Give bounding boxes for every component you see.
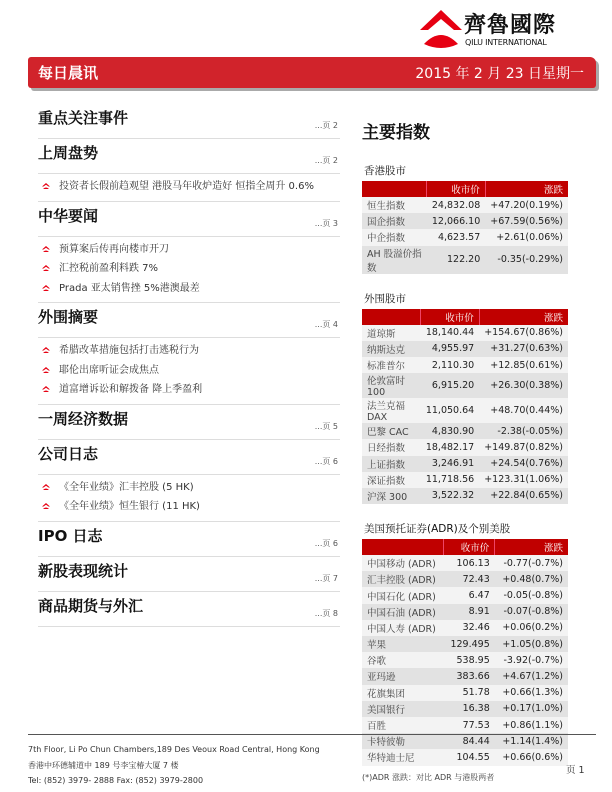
section-page-ref: ...页 8 — [314, 608, 338, 618]
bullet-icon — [42, 183, 50, 190]
main-indices — [362, 118, 568, 783]
table-title: 外围股市 — [364, 292, 406, 305]
table-cell: 国企指数 — [362, 213, 427, 229]
table-title: 香港股市 — [364, 165, 406, 177]
table-row — [362, 246, 568, 274]
report-title: 每日晨讯 — [38, 64, 99, 82]
table-cell: 6.47 — [444, 587, 495, 603]
table-row — [362, 325, 568, 341]
table-cell: 383.66 — [444, 668, 495, 684]
table-cell: 104.55 — [444, 749, 495, 765]
list-item[interactable] — [38, 240, 340, 260]
table-cell: +0.66(0.6%) — [495, 749, 568, 765]
table-cell: 道琼斯 — [362, 325, 421, 341]
table-row — [362, 456, 568, 472]
toc-section[interactable] — [38, 522, 340, 557]
toc-section[interactable] — [38, 139, 340, 202]
table-cell: 中国移动 (ADR) — [362, 555, 444, 571]
table-cell: 沪深 300 — [362, 488, 421, 504]
table-row — [362, 357, 568, 373]
table-cell: +0.86(1.1%) — [495, 717, 568, 733]
table-row — [362, 398, 568, 423]
table-cell: 18,482.17 — [421, 439, 479, 455]
table-row — [362, 571, 568, 587]
column-header — [362, 309, 421, 325]
section-page-ref: ...页 3 — [314, 218, 338, 228]
table-cell: 3,246.91 — [421, 456, 479, 472]
table-cell: 法兰克福 DAX — [362, 398, 421, 423]
report-banner — [28, 57, 596, 88]
section-title[interactable]: 中华要闻 — [38, 206, 99, 225]
table-row — [362, 488, 568, 504]
table-cell: +0.06(0.2%) — [495, 620, 568, 636]
item-text: 《全年业绩》汇丰控股 (5 HK) — [59, 481, 194, 493]
column-header: 收市价 — [444, 539, 495, 555]
section-title[interactable]: 一周经济数据 — [38, 409, 129, 428]
report-date: 2015 年 2 月 23 日星期一 — [415, 66, 584, 82]
item-text: 《全年业绩》恒生银行 (11 HK) — [59, 501, 200, 512]
toc-section[interactable] — [38, 202, 340, 304]
section-page-ref: ...页 5 — [314, 421, 338, 431]
table-cell: 谷歌 — [362, 652, 444, 668]
table-cell: 亚玛逊 — [362, 668, 444, 684]
table-cell: 中国石化 (ADR) — [362, 587, 444, 603]
section-title[interactable]: IPO 日志 — [38, 526, 103, 545]
table-cell: 标准普尔 — [362, 357, 421, 373]
table-row — [362, 555, 568, 571]
bullet-icon — [42, 386, 50, 393]
toc-section[interactable] — [38, 592, 340, 627]
item-text: 希腊改革措施包括打击逃税行为 — [59, 345, 199, 356]
section-items — [38, 337, 340, 404]
table-cell: +1.05(0.8%) — [495, 636, 568, 652]
table-cell: +154.67(0.86%) — [479, 325, 568, 341]
table-cell: 18,140.44 — [421, 325, 479, 341]
table-cell: 11,050.64 — [421, 398, 479, 423]
table-cell: 122.20 — [427, 246, 485, 274]
table-row — [362, 213, 568, 229]
section-title[interactable]: 商品期货与外汇 — [38, 596, 144, 615]
table-cell: 日经指数 — [362, 439, 421, 455]
list-item[interactable] — [38, 497, 340, 517]
table-cell: 巴黎 CAC — [362, 423, 421, 439]
column-header: 涨跌 — [495, 539, 568, 555]
table-cell: 深证指数 — [362, 472, 421, 488]
table-cell: 2,110.30 — [421, 357, 479, 373]
table-cell: 4,623.57 — [427, 229, 485, 245]
table-of-contents — [38, 104, 340, 627]
table-cell: 84.44 — [444, 733, 495, 749]
logo-en-text: QILU INTERNATIONAL — [465, 38, 547, 47]
table-row — [362, 749, 568, 765]
table-row — [362, 587, 568, 603]
item-text: 预算案后传再向楼市开刀 — [59, 243, 169, 255]
section-items — [38, 173, 340, 201]
item-text: 耶伦出席听证会成焦点 — [59, 364, 159, 376]
table-cell: +22.84(0.65%) — [479, 488, 568, 504]
item-text: 汇控税前盈利料跌 7% — [59, 263, 159, 274]
table-row — [362, 373, 568, 398]
table-cell: 中国人寿 (ADR) — [362, 620, 444, 636]
section-title[interactable]: 新股表现统计 — [38, 561, 129, 580]
bullet-icon — [42, 285, 50, 292]
toc-section[interactable] — [38, 405, 340, 440]
table-cell: +47.20(0.19%) — [485, 197, 568, 213]
section-title[interactable]: 公司日志 — [38, 444, 99, 463]
page-number: 页 1 — [566, 765, 585, 776]
table-cell: 纳斯达克 — [362, 341, 421, 357]
table-cell: 美国银行 — [362, 701, 444, 717]
table-cell: +1.14(1.4%) — [495, 733, 568, 749]
table-row — [362, 604, 568, 620]
bullet-icon — [42, 367, 50, 374]
footer-line: Tel: (852) 3979- 2888 Fax: (852) 3979-2800 — [28, 776, 204, 785]
table-cell: 华特迪士尼 — [362, 749, 444, 765]
section-title[interactable]: 重点关注事件 — [38, 109, 129, 127]
list-item[interactable] — [38, 478, 340, 498]
section-title[interactable]: 外围摘要 — [38, 308, 99, 326]
section-page-ref: ...页 7 — [314, 573, 338, 583]
table-cell: +0.66(1.3%) — [495, 685, 568, 701]
table-cell: -0.35(-0.29%) — [485, 246, 568, 274]
table-cell: 6,915.20 — [421, 373, 479, 398]
table-cell: +67.59(0.56%) — [485, 213, 568, 229]
table-cell: 百胜 — [362, 717, 444, 733]
toc-section[interactable] — [38, 303, 340, 405]
toc-section[interactable] — [38, 557, 340, 592]
column-header — [362, 181, 427, 197]
item-text: 投资者长假前趋观望 港股马年收炉造好 恒指全周升 0.6% — [59, 181, 314, 192]
column-header: 涨跌 — [479, 309, 568, 325]
bullet-icon — [42, 503, 50, 510]
section-items — [38, 236, 340, 303]
item-text: Prada 亚太销售挫 5%港澳最差 — [59, 282, 200, 294]
bullet-icon — [42, 484, 50, 491]
table-cell: 卡特彼勒 — [362, 733, 444, 749]
table-row — [362, 733, 568, 749]
table-row — [362, 701, 568, 717]
table-cell: AH 股溢价指数 — [362, 246, 427, 274]
section-items — [38, 474, 340, 521]
table-title: 美国预托证券(ADR)及个别美股 — [364, 523, 511, 536]
table-cell: 72.43 — [444, 571, 495, 587]
logo-mark-icon — [418, 8, 464, 50]
table-cell: 汇丰控股 (ADR) — [362, 571, 444, 587]
table-cell: 中国石油 (ADR) — [362, 604, 444, 620]
table-cell: 花旗集团 — [362, 685, 444, 701]
column-header: 涨跌 — [485, 181, 568, 197]
indices-title: 主要指数 — [362, 123, 430, 143]
adr-note: (*)ADR 涨跌：对比 ADR 与港股两者 — [362, 772, 495, 782]
table-cell: 伦敦富时 100 — [362, 373, 421, 398]
table-row — [362, 229, 568, 245]
table-cell: -0.07(-0.8%) — [495, 604, 568, 620]
list-item[interactable] — [38, 279, 340, 299]
bullet-icon — [42, 246, 50, 253]
table-cell: +0.48(0.7%) — [495, 571, 568, 587]
table-cell: 11,718.56 — [421, 472, 479, 488]
table-row — [362, 423, 568, 439]
table-cell: -3.92(-0.7%) — [495, 652, 568, 668]
table-cell: 77.53 — [444, 717, 495, 733]
column-header — [362, 539, 444, 555]
table-cell: 51.78 — [444, 685, 495, 701]
footer-address — [28, 742, 320, 789]
section-page-ref: ...页 2 — [314, 121, 338, 130]
table-cell: 32.46 — [444, 620, 495, 636]
logo-cn-text: 齊魯國際 — [464, 12, 557, 38]
table-cell: 24,832.08 — [427, 197, 485, 213]
table-cell: +4.67(1.2%) — [495, 668, 568, 684]
table-cell: +31.27(0.63%) — [479, 341, 568, 357]
section-page-ref: ...页 4 — [314, 320, 338, 329]
footer-divider — [28, 734, 596, 735]
section-page-ref: ...页 6 — [314, 538, 338, 548]
section-page-ref: ...页 2 — [314, 156, 338, 165]
table-cell: 16.38 — [444, 701, 495, 717]
list-item[interactable] — [38, 177, 340, 197]
toc-section[interactable] — [38, 104, 340, 139]
section-page-ref: ...页 6 — [314, 456, 338, 466]
table-cell: 中企指数 — [362, 229, 427, 245]
table-row — [362, 472, 568, 488]
table-row — [362, 341, 568, 357]
table-cell: 8.91 — [444, 604, 495, 620]
list-item[interactable] — [38, 259, 340, 279]
table-cell: +26.30(0.38%) — [479, 373, 568, 398]
index-table — [362, 309, 568, 505]
bullet-icon — [42, 347, 50, 354]
footer-line: 香港中环德辅道中 189 号李宝椿大厦 7 楼 — [28, 760, 179, 770]
table-cell: 106.13 — [444, 555, 495, 571]
index-table — [362, 181, 568, 274]
table-cell: +48.70(0.44%) — [479, 398, 568, 423]
bullet-icon — [42, 265, 50, 272]
table-cell: 苹果 — [362, 636, 444, 652]
table-cell: -0.05(-0.8%) — [495, 587, 568, 603]
table-row — [362, 439, 568, 455]
table-row — [362, 668, 568, 684]
table-cell: +149.87(0.82%) — [479, 439, 568, 455]
table-cell: 12,066.10 — [427, 213, 485, 229]
footer-line: 7th Floor, Li Po Chun Chambers,189 Des Veoux Road Central, Hong Kong — [28, 745, 320, 754]
list-item[interactable] — [38, 361, 340, 381]
table-cell: +12.85(0.61%) — [479, 357, 568, 373]
section-title[interactable]: 上周盘势 — [38, 144, 99, 162]
table-row — [362, 717, 568, 733]
table-cell: 4,830.90 — [421, 423, 479, 439]
list-item[interactable] — [38, 380, 340, 400]
table-cell: 538.95 — [444, 652, 495, 668]
company-logo — [418, 6, 568, 52]
table-row — [362, 636, 568, 652]
column-header: 收市价 — [427, 181, 485, 197]
table-row — [362, 620, 568, 636]
index-table — [362, 539, 568, 765]
table-cell: -0.77(-0.7%) — [495, 555, 568, 571]
list-item[interactable] — [38, 341, 340, 361]
table-row — [362, 652, 568, 668]
table-cell: 3,522.32 — [421, 488, 479, 504]
table-cell: +123.31(1.06%) — [479, 472, 568, 488]
column-header: 收市价 — [421, 309, 479, 325]
table-cell: +2.61(0.06%) — [485, 229, 568, 245]
table-cell: 129.495 — [444, 636, 495, 652]
toc-section[interactable] — [38, 440, 340, 522]
table-row — [362, 197, 568, 213]
table-cell: 上证指数 — [362, 456, 421, 472]
table-cell: 恒生指数 — [362, 197, 427, 213]
table-cell: 4,955.97 — [421, 341, 479, 357]
table-row — [362, 685, 568, 701]
item-text: 道富增诉讼和解拨备 降上季盈利 — [59, 384, 203, 395]
table-cell: +24.54(0.76%) — [479, 456, 568, 472]
table-cell: +0.17(1.0%) — [495, 701, 568, 717]
table-cell: -2.38(-0.05%) — [479, 423, 568, 439]
